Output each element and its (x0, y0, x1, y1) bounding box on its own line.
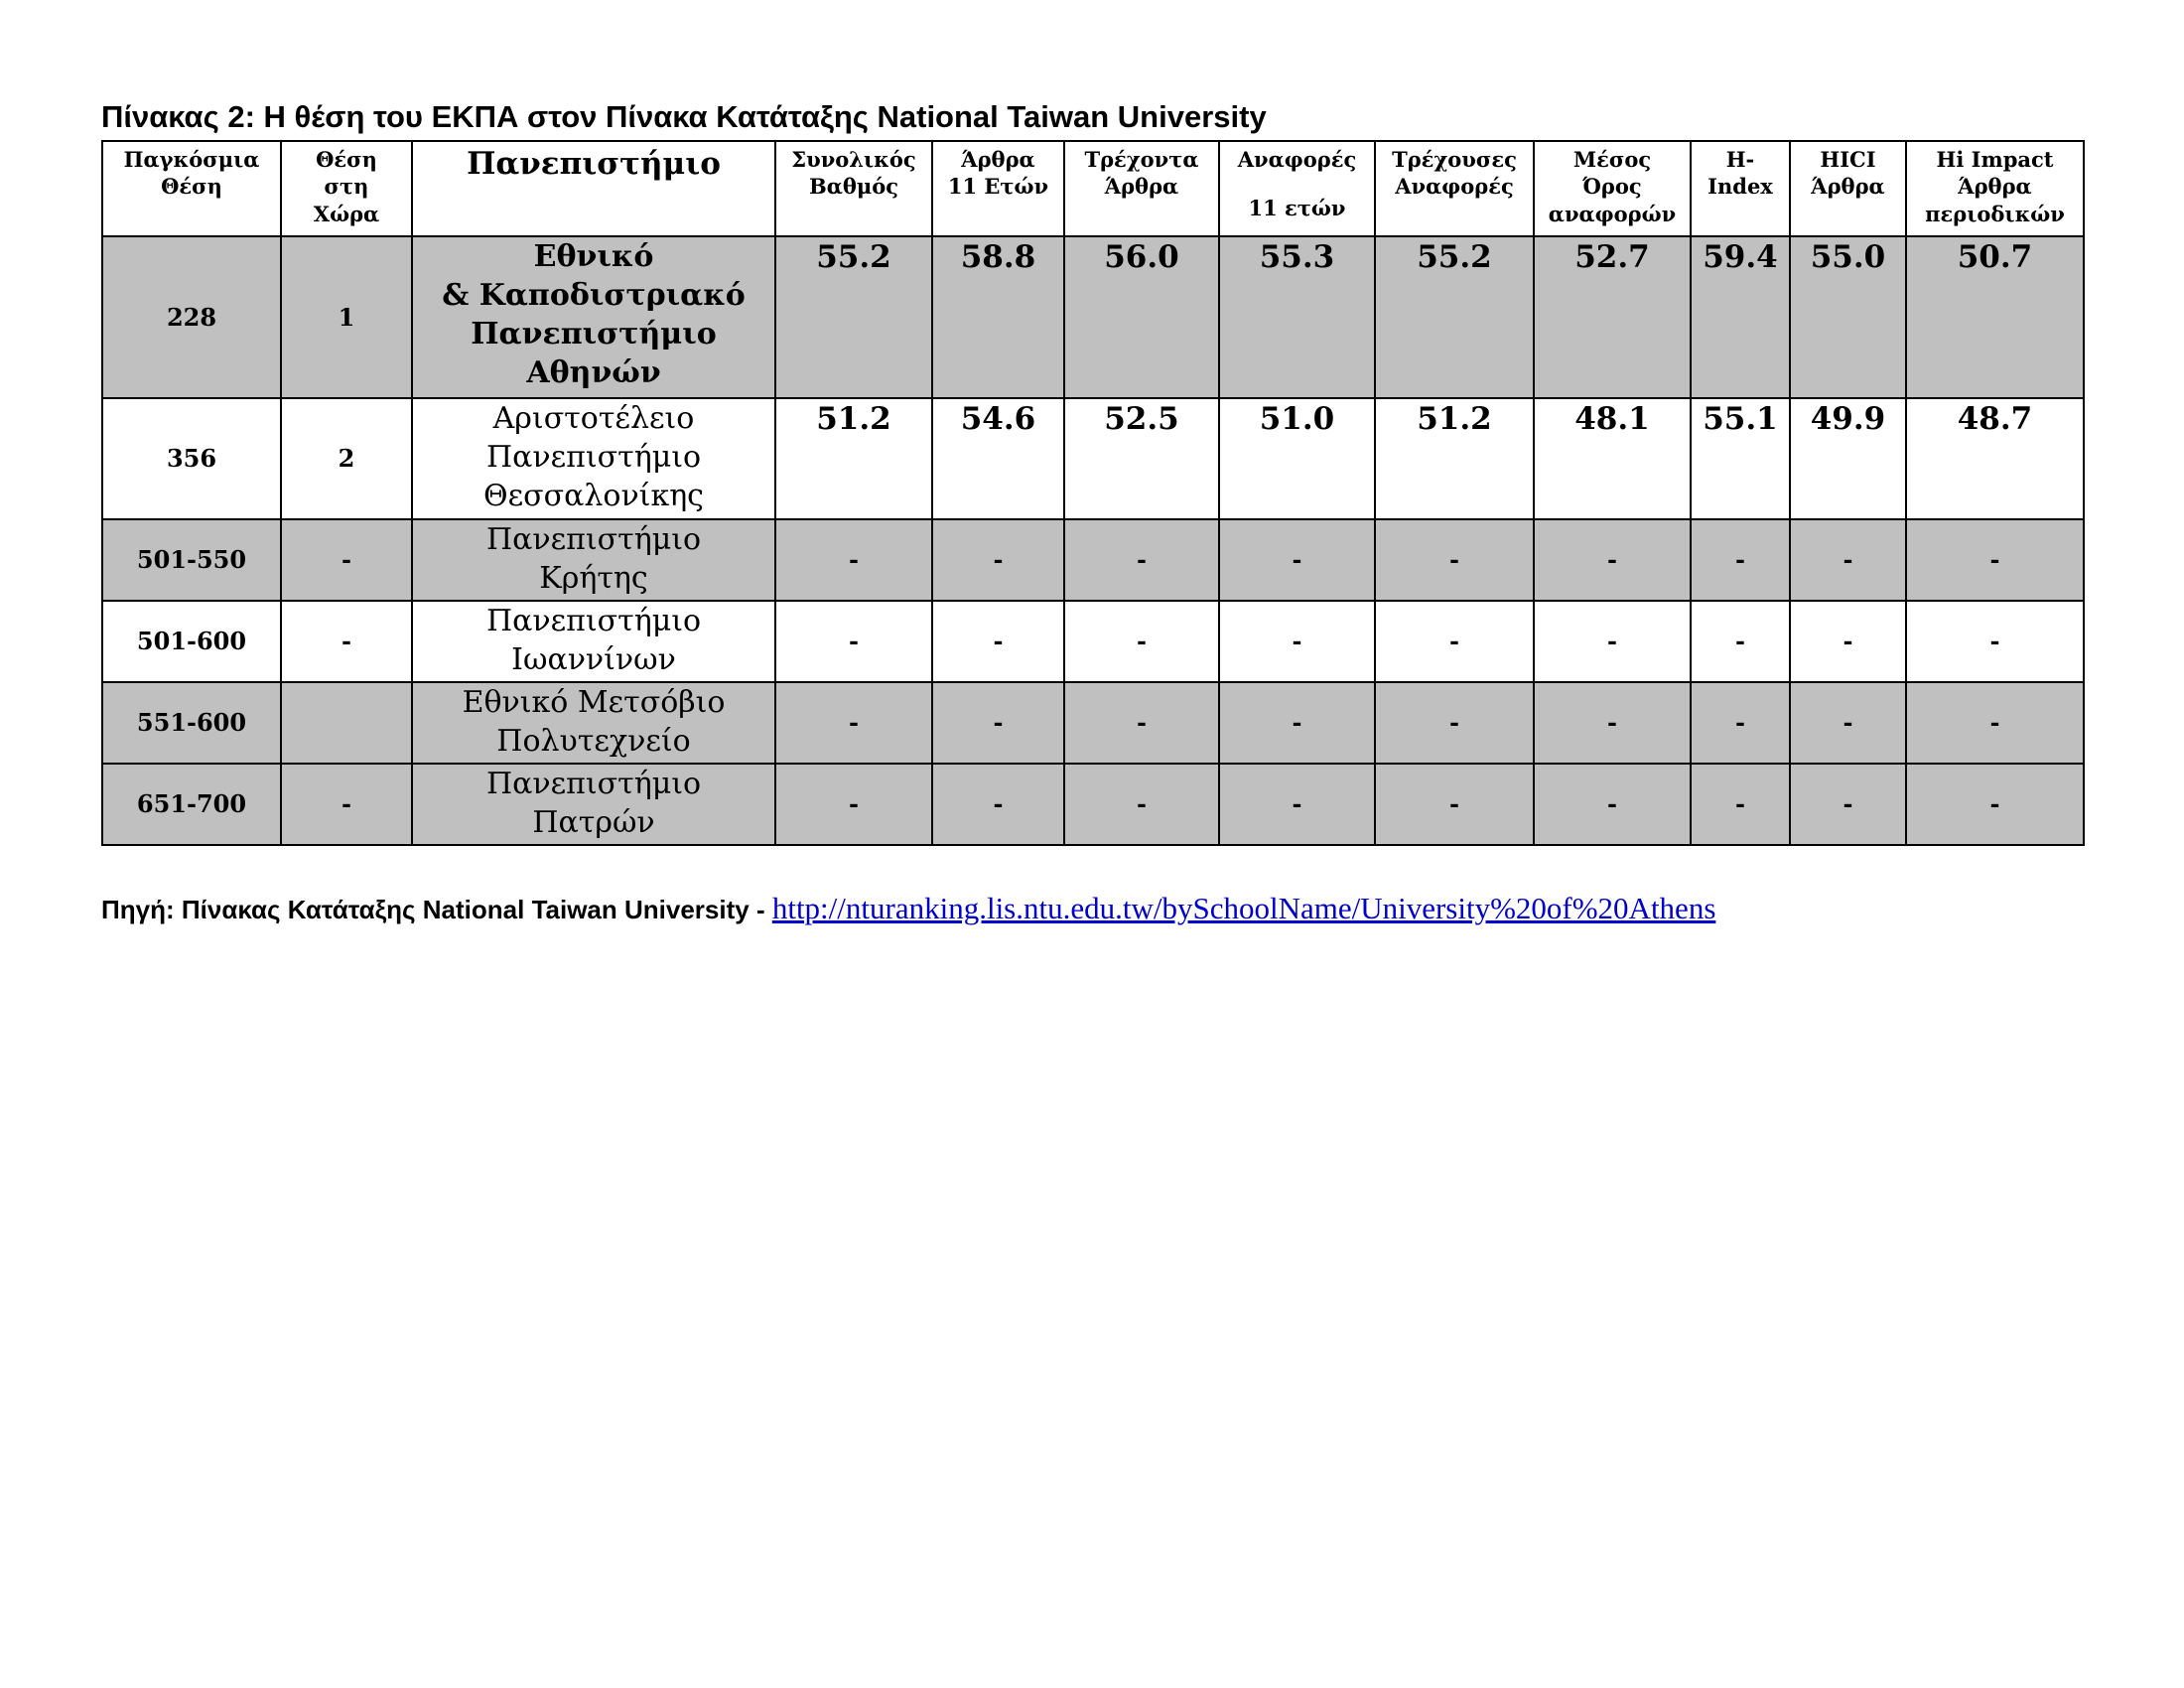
header-row (102, 141, 2084, 236)
header-current-citations: Τρέχουσες Αναφορές (1375, 141, 1534, 236)
score-cell: 51.2 (1375, 398, 1534, 519)
score-cell: - (775, 682, 932, 764)
score-cell: - (1219, 519, 1375, 601)
score-cell: - (1790, 519, 1906, 601)
score-cell: - (1534, 764, 1691, 845)
table-row (102, 601, 2084, 682)
score-cell: 51.2 (775, 398, 932, 519)
score-cell: - (1790, 764, 1906, 845)
header-world-rank: Παγκόσμια Θέση (102, 141, 281, 236)
score-cell: 52.5 (1064, 398, 1219, 519)
score-cell: - (1691, 682, 1790, 764)
score-cell: - (1219, 682, 1375, 764)
university-name: Αριστοτέλειο Πανεπιστήμιο Θεσσαλονίκης (412, 398, 775, 519)
score-cell: - (1906, 764, 2084, 845)
world-rank: 356 (102, 398, 281, 519)
score-cell: - (932, 764, 1064, 845)
score-cell: - (1691, 519, 1790, 601)
score-cell: 56.0 (1064, 236, 1219, 398)
score-cell: - (932, 519, 1064, 601)
header-hi-impact-articles: Hi Impact Άρθρα περιοδικών (1906, 141, 2084, 236)
page-title: Πίνακας 2: Η θέση του ΕΚΠΑ στον Πίνακα Κατάταξης National Taiwan University (101, 99, 1267, 134)
score-cell: 55.0 (1790, 236, 1906, 398)
header-university: Πανεπιστήμιο (412, 141, 775, 236)
score-cell: - (1375, 519, 1534, 601)
score-cell: - (775, 764, 932, 845)
score-cell: - (1906, 519, 2084, 601)
score-cell: 55.3 (1219, 236, 1375, 398)
score-cell: 55.1 (1691, 398, 1790, 519)
table-row (102, 682, 2084, 764)
score-cell: - (1064, 682, 1219, 764)
score-cell: 58.8 (932, 236, 1064, 398)
score-cell: - (1691, 764, 1790, 845)
country-rank: 2 (281, 398, 412, 519)
world-rank: 501-600 (102, 601, 281, 682)
header-average-citations: Μέσος Όρος αναφορών (1534, 141, 1691, 236)
score-cell: - (1906, 682, 2084, 764)
header-country-rank: Θέση στη Χώρα (281, 141, 412, 236)
score-cell: 55.2 (775, 236, 932, 398)
source-label: Πηγή: Πίνακας Κατάταξης National Taiwan University - (101, 895, 772, 924)
source-link[interactable]: http://nturanking.lis.ntu.edu.tw/bySchoolName/University%20of%20Athens (771, 891, 1716, 925)
score-cell: - (1534, 519, 1691, 601)
world-rank: 501-550 (102, 519, 281, 601)
header-articles-11-years: Άρθρα 11 Ετών (932, 141, 1064, 236)
header-overall-score: Συνολικός Βαθμός (775, 141, 932, 236)
table-row (102, 398, 2084, 519)
table-row (102, 236, 2084, 398)
score-cell: - (1375, 601, 1534, 682)
score-cell: - (1219, 764, 1375, 845)
score-cell: - (1691, 601, 1790, 682)
header-citations-11-years: Αναφορές 11 ετών (1219, 141, 1375, 236)
score-cell: 50.7 (1906, 236, 2084, 398)
score-cell: 55.2 (1375, 236, 1534, 398)
score-cell: - (1064, 764, 1219, 845)
score-cell: 54.6 (932, 398, 1064, 519)
score-cell: - (1219, 601, 1375, 682)
world-rank: 551-600 (102, 682, 281, 764)
country-rank: 1 (281, 236, 412, 398)
source-note (101, 891, 1715, 926)
world-rank: 228 (102, 236, 281, 398)
score-cell: 51.0 (1219, 398, 1375, 519)
score-cell: - (1534, 601, 1691, 682)
country-rank: - (281, 519, 412, 601)
score-cell: 52.7 (1534, 236, 1691, 398)
score-cell: - (1790, 601, 1906, 682)
header-current-articles: Τρέχοντα Άρθρα (1064, 141, 1219, 236)
score-cell: - (1534, 682, 1691, 764)
university-name: Πανεπιστήμιο Πατρών (412, 764, 775, 845)
ranking-table (101, 140, 2085, 846)
score-cell: 59.4 (1691, 236, 1790, 398)
score-cell: 49.9 (1790, 398, 1906, 519)
country-rank (281, 682, 412, 764)
score-cell: - (1790, 682, 1906, 764)
score-cell: 48.7 (1906, 398, 2084, 519)
score-cell: - (1375, 682, 1534, 764)
world-rank: 651-700 (102, 764, 281, 845)
score-cell: - (1064, 519, 1219, 601)
university-name: Εθνικό & Καποδιστριακό Πανεπιστήμιο Αθηνών (412, 236, 775, 398)
country-rank: - (281, 764, 412, 845)
header-h-index: H- Index (1691, 141, 1790, 236)
score-cell: - (932, 682, 1064, 764)
country-rank: - (281, 601, 412, 682)
university-name: Πανεπιστήμιο Κρήτης (412, 519, 775, 601)
score-cell: 48.1 (1534, 398, 1691, 519)
university-name: Πανεπιστήμιο Ιωαννίνων (412, 601, 775, 682)
score-cell: - (1375, 764, 1534, 845)
score-cell: - (775, 601, 932, 682)
table-row (102, 519, 2084, 601)
score-cell: - (775, 519, 932, 601)
score-cell: - (1064, 601, 1219, 682)
university-name: Εθνικό Μετσόβιο Πολυτεχνείο (412, 682, 775, 764)
header-hici-articles: HICI Άρθρα (1790, 141, 1906, 236)
table-row (102, 764, 2084, 845)
score-cell: - (1906, 601, 2084, 682)
score-cell: - (932, 601, 1064, 682)
